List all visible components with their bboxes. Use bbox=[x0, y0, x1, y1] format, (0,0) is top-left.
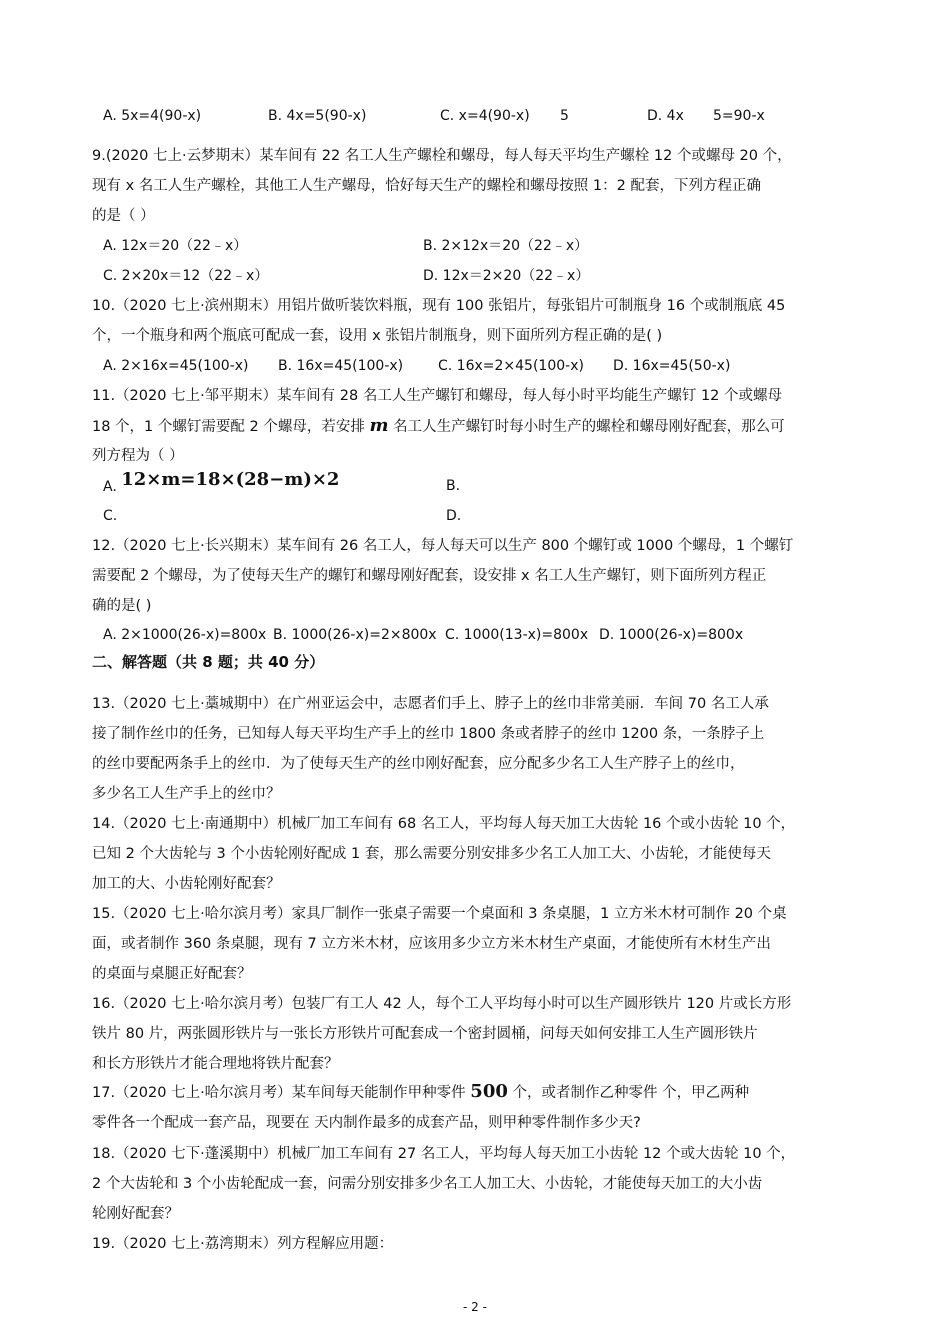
q11-line-2-end: 名工人生产螺钉时每小时生产的螺栓和螺母刚好配套，那么可 bbox=[393, 419, 785, 435]
q11-line-2 bbox=[92, 416, 785, 437]
option-b: B. 4x=5(90-x) bbox=[268, 108, 367, 124]
q9-option-d: D. 12x＝2×20（22﹣x） bbox=[423, 268, 590, 284]
q17-number-500: 500 bbox=[470, 1081, 508, 1102]
section-heading: 二、解答题（共 8 题；共 40 分） bbox=[92, 653, 325, 671]
q11-option-d: D. bbox=[446, 508, 462, 524]
q11-option-b: B. bbox=[446, 478, 461, 494]
q17-line-1-start: 17.（2020 七上·哈尔滨月考）某车间每天能制作甲种零件 bbox=[92, 1085, 466, 1101]
q10-option-a: A. 2×16x=45(100-x) bbox=[103, 358, 249, 374]
q10-option-c: C. 16x=2×45(100-x) bbox=[438, 358, 584, 374]
q11-line-2-start: 18 个，1 个螺钉需要配 2 个螺母，若安排 bbox=[92, 419, 365, 435]
q10-option-d: D. 16x=45(50-x) bbox=[613, 358, 731, 374]
option-a: A. 5x=4(90-x) bbox=[103, 108, 202, 124]
q12-option-a: A. 2×1000(26-x)=800x bbox=[103, 627, 267, 643]
q10-line-2: 个，一个瓶身和两个瓶底可配成一套，设用 x 张铝片制瓶身，则下面所列方程正确的是( ) bbox=[92, 328, 663, 344]
q17-line-1-end: 个，或者制作乙种零件 个，甲乙两种 bbox=[512, 1085, 750, 1101]
option-c-fraction: 5 bbox=[560, 108, 569, 124]
q15-line-2: 面，或者制作 360 条桌腿，现有 7 立方米木材，应该用多少立方米木材生产桌面，才能使所有木材生产出 bbox=[92, 936, 771, 952]
q14-line-2: 已知 2 个大齿轮与 3 个小齿轮刚好配成 1 套，那么需要分别安排多少名工人加工大、小齿轮，才能使每天 bbox=[92, 846, 771, 862]
q14-line-1: 14.（2020 七上·南通期中）机械厂加工车间有 68 名工人，平均每人每天加工大齿轮 16 个或小齿轮 10 个， bbox=[92, 816, 796, 832]
q11-option-a-equation: 12×m=18×(28−m)×2 bbox=[121, 469, 340, 490]
q14-line-3: 加工的大、小齿轮刚好配套？ bbox=[92, 876, 281, 892]
q11-option-a bbox=[103, 469, 340, 497]
q18-line-2: 2 个大齿轮和 3 个小齿轮配成一套，问需分别安排多少名工人加工大、小齿轮，才能使每天加工的大小齿 bbox=[92, 1176, 763, 1192]
q9-option-c: C. 2×20x＝12（22﹣x） bbox=[103, 268, 269, 284]
q13-line-2: 接了制作丝巾的任务，已知每人每天平均生产手上的丝巾 1800 条或者脖子的丝巾 1200 条，一条脖子上 bbox=[92, 726, 765, 742]
option-d: D. 4x bbox=[647, 108, 684, 124]
q12-option-d: D. 1000(26-x)=800x bbox=[599, 627, 744, 643]
q12-option-b: B. 1000(26-x)=2×800x bbox=[273, 627, 437, 643]
q16-line-3: 和长方形铁片才能合理地将铁片配套？ bbox=[92, 1056, 339, 1072]
q12-option-c: C. 1000(13-x)=800x bbox=[445, 627, 589, 643]
q9-option-b: B. 2×12x＝20（22﹣x） bbox=[423, 238, 589, 254]
q10-option-b: B. 16x=45(100-x) bbox=[278, 358, 404, 374]
q17-line-2: 零件各一个配成一套产品，现要在 天内制作最多的成套产品，则甲种零件制作多少天? bbox=[92, 1115, 641, 1131]
q19-line-1: 19.（2020 七上·荔湾期末）列方程解应用题： bbox=[92, 1236, 394, 1252]
q9-line-2: 现有 x 名工人生产螺栓，其他工人生产螺母，恰好每天生产的螺栓和螺母按照 1：2 配套，下列方程正确 bbox=[92, 178, 761, 194]
q18-line-3: 轮刚好配套？ bbox=[92, 1206, 179, 1222]
q9-line-3: 的是（ ） bbox=[92, 208, 155, 224]
q17-line-1 bbox=[92, 1082, 749, 1103]
q9-line-1: 9.(2020 七上·云梦期末）某车间有 22 名工人生产螺栓和螺母，每人每天平均生产螺栓 12 个或螺母 20 个， bbox=[92, 148, 792, 164]
q16-line-1: 16.（2020 七上·哈尔滨月考）包装厂有工人 42 人，每个工人平均每小时可以生产圆形铁片 120 片或长方形 bbox=[92, 996, 792, 1012]
option-d-rest: 5=90-x bbox=[713, 108, 765, 124]
q10-line-1: 10.（2020 七上·滨州期末）用铝片做听装饮料瓶，现有 100 张铝片，每张铝片可制瓶身 16 个或制瓶底 45 bbox=[92, 298, 786, 314]
option-c: C. x=4(90-x) bbox=[440, 108, 530, 124]
q15-line-1: 15.（2020 七上·哈尔滨月考）家具厂制作一张桌子需要一个桌面和 3 条桌腿，1 立方米木材可制作 20 个桌 bbox=[92, 906, 787, 922]
q13-line-3: 的丝巾要配两条手上的丝巾．为了使每天生产的丝巾刚好配套，应分配多少名工人生产脖子上的丝巾， bbox=[92, 756, 745, 772]
q9-option-a: A. 12x＝20（22﹣x） bbox=[103, 238, 248, 254]
q15-line-3: 的桌面与桌腿正好配套？ bbox=[92, 966, 252, 982]
q16-line-2: 铁片 80 片，两张圆形铁片与一张长方形铁片可配套成一个密封圆桶，问每天如何安排工人生产圆形铁片 bbox=[92, 1026, 758, 1042]
q13-line-1: 13.（2020 七上·藁城期中）在广州亚运会中，志愿者们手上、脖子上的丝巾非常美丽．车间 70 名工人承 bbox=[92, 696, 769, 712]
q11-option-c: C. bbox=[103, 508, 118, 524]
q13-line-4: 多少名工人生产手上的丝巾？ bbox=[92, 786, 281, 802]
q12-line-2: 需要配 2 个螺母，为了使每天生产的螺钉和螺母刚好配套，设安排 x 名工人生产螺钉，则下面所列方程正 bbox=[92, 568, 767, 584]
q11-variable-m: m bbox=[369, 415, 389, 436]
q12-line-1: 12.（2020 七上·长兴期末）某车间有 26 名工人，每人每天可以生产 800 个螺钉或 1000 个螺母，1 个螺钉 bbox=[92, 538, 794, 554]
q12-line-3: 确的是( ) bbox=[92, 598, 152, 614]
q11-line-1: 11.（2020 七上·邹平期末）某车间有 28 名工人生产螺钉和螺母，每人每小时平均能生产螺钉 12 个或螺母 bbox=[92, 388, 783, 404]
q11-option-a-label: A. bbox=[103, 479, 117, 495]
q11-line-3: 列方程为（ ） bbox=[92, 448, 184, 464]
q18-line-1: 18.（2020 七下·蓬溪期中）机械厂加工车间有 27 名工人，平均每人每天加工小齿轮 12 个或大齿轮 10 个， bbox=[92, 1146, 796, 1162]
page-number: - 2 - bbox=[463, 1300, 487, 1314]
